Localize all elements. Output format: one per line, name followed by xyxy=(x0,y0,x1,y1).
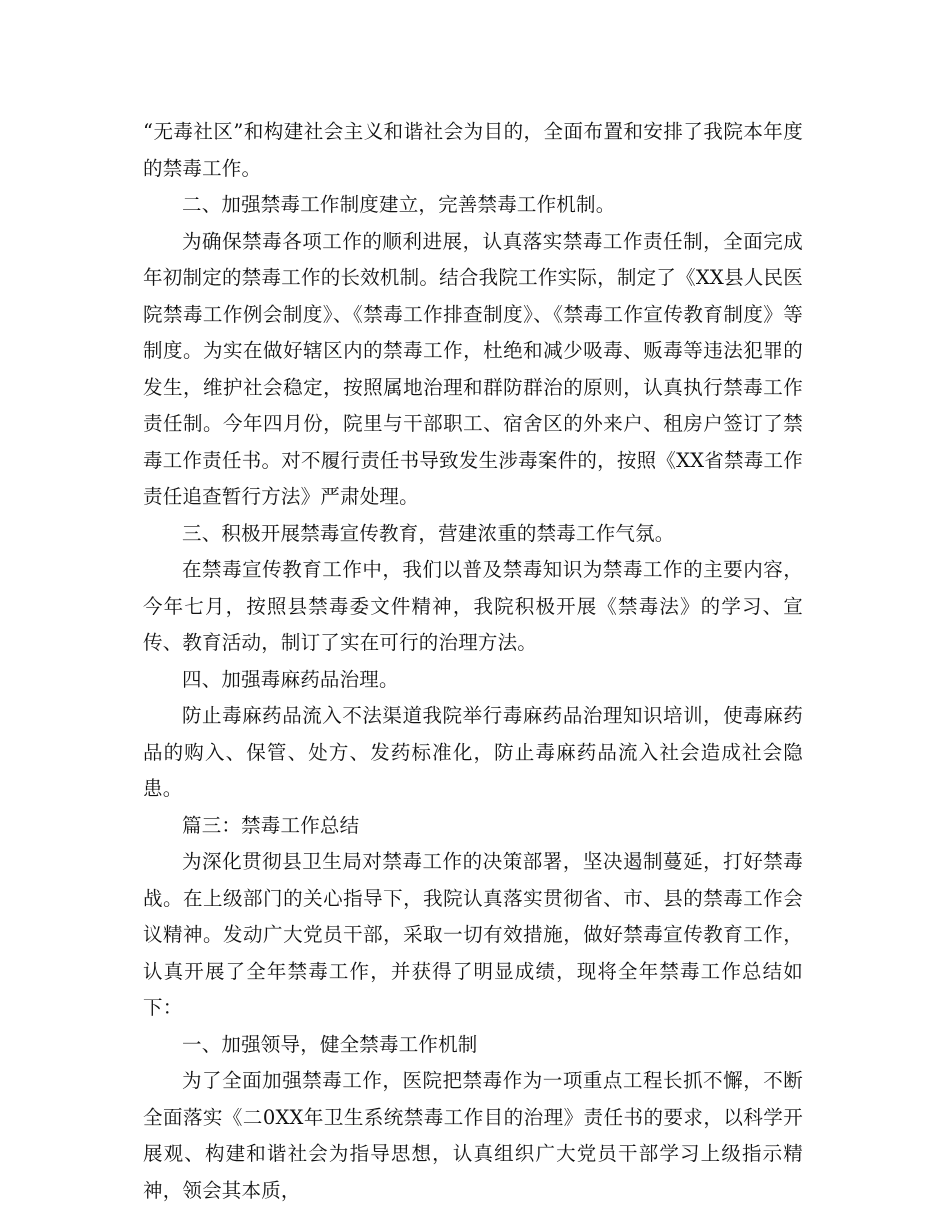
paragraph-1: “无毒社区”和构建社会主义和谐社会为目的，全面布置和安排了我院本年度的禁毒工作。 xyxy=(143,120,803,180)
document-body xyxy=(143,114,803,1209)
heading-section-4: 四、加强毒麻药品治理。 xyxy=(182,667,399,691)
paragraph-11: 为了全面加强禁毒工作，医院把禁毒作为一项重点工程长抓不懈，不断全面落实《二0XX年卫生系统禁毒工作目的治理》责任书的要求，以科学开展观、构建和谐社会为指导思想，认真组织广大党员干部学习上级指示精神，领会其本质， xyxy=(143,1069,803,1202)
heading-section-2: 二、加强禁毒工作制度建立，完善禁毒工作机制。 xyxy=(182,193,616,216)
paragraph-7: 防止毒麻药品流入不法渠道我院举行毒麻药品治理知识培训，使毒麻药品的购入、保管、处方、发药标准化，防止毒麻药品流入社会造成社会隐患。 xyxy=(143,704,803,800)
article-title: 篇三：禁毒工作总结 xyxy=(182,813,360,837)
heading-section-3: 三、积极开展禁毒宣传教育，营建浓重的禁毒工作气氛。 xyxy=(182,521,675,545)
paragraph-5: 在禁毒宣传教育工作中，我们以普及禁毒知识为禁毒工作的主要内容，今年七月，按照县禁毒委文件精神，我院积极开展《禁毒法》的学习、宣传、教育活动，制订了实在可行的治理方法。 xyxy=(143,558,803,654)
heading-section-1: 一、加强领导，健全禁毒工作机制 xyxy=(182,1032,478,1056)
paragraph-9: 为深化贯彻县卫生局对禁毒工作的决策部署，坚决遏制蔓延，打好禁毒战。在上级部门的关心指导下，我院认真落实贯彻省、市、县的禁毒工作会议精神。发动广大党员干部，采取一切有效措施，做好禁毒宣传教育工作，认真开展了全年禁毒工作，并获得了明显成绩，现将全年禁毒工作总结如下： xyxy=(143,850,803,1019)
paragraph-3: 为确保禁毒各项工作的顺利进展，认真落实禁毒工作责任制，全面完成年初制定的禁毒工作的长效机制。结合我院工作实际，制定了《XX县人民医院禁毒工作例会制度》、《禁毒工作排查制度》、《禁毒工作宣传教育制度》等制度。为实在做好辖区内的禁毒工作，杜绝和减少吸毒、贩毒等违法犯罪的发生，维护社会稳定，按照属地治理和群防群治的原则，认真执行禁毒工作责任制。今年四月份，院里与干部职工、宿舍区的外来户、租房户签订了禁毒工作责任书。对不履行责任书导致发生涉毒案件的，按照《XX省禁毒工作责任追查暂行方法》严肃处理。 xyxy=(143,229,803,508)
